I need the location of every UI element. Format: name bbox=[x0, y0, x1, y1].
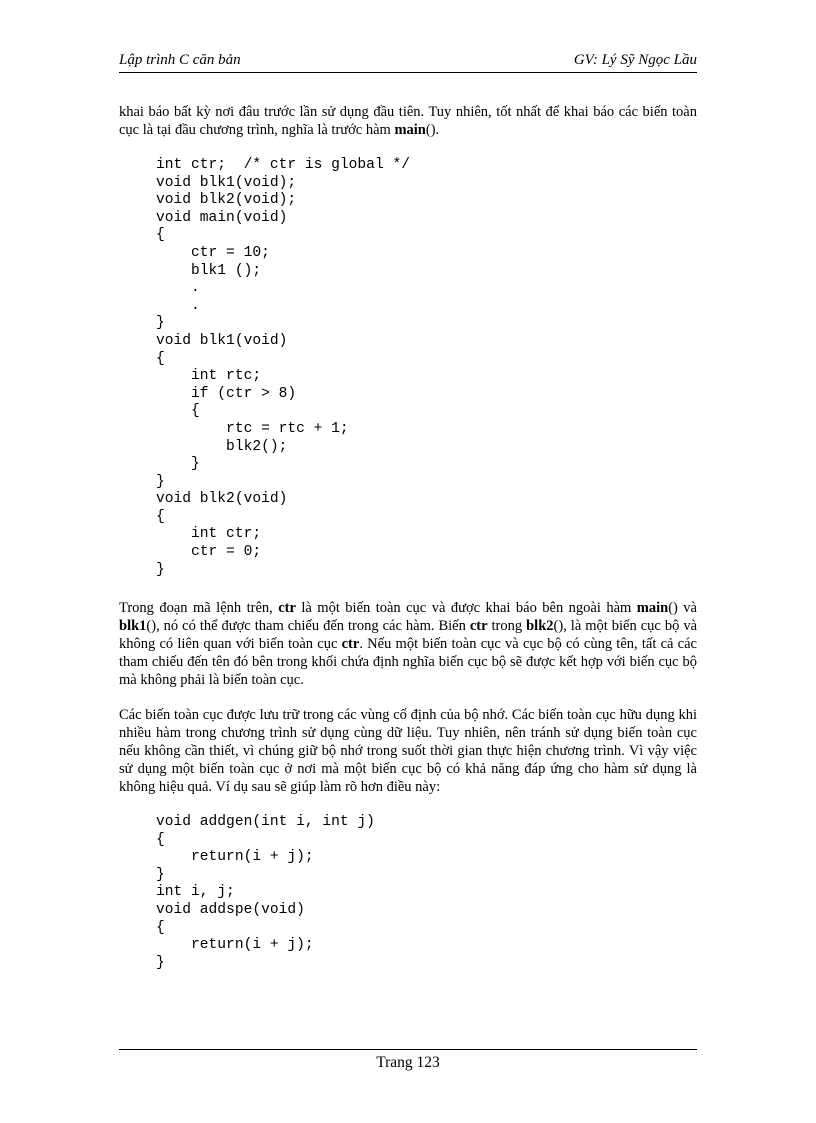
header-course-title: Lập trình C căn bản bbox=[119, 52, 241, 68]
para2-bold-blk1: blk1 bbox=[119, 618, 147, 634]
para2-bold-ctr-3: ctr bbox=[341, 636, 360, 652]
header-instructor: GV: Lý Sỹ Ngọc Lầu bbox=[573, 52, 697, 68]
para2-bold-ctr-2: ctr bbox=[469, 618, 488, 634]
para1-text-2: (). bbox=[425, 122, 440, 138]
code-block-global-variable: int ctr; /* ctr is global */ void blk1(void); void blk2(void); void main(void) { ctr = 10; blk1 (); . . } void blk1(void) { int rtc; if (ctr > 8) { rtc = rtc + 1; blk2(); } } void blk2(void) { int ctr; ctr = 0; } bbox=[156, 157, 410, 578]
para2-text-2: là một biến toàn cục và được khai báo bên ngoài hàm bbox=[295, 600, 637, 616]
para2-text-4: (), nó có thể được tham chiếu đến trong các hàm. Biến bbox=[146, 618, 470, 634]
paragraph-intro bbox=[119, 103, 697, 139]
footer-divider bbox=[119, 1049, 697, 1050]
code-block-addgen: void addgen(int i, int j) { return(i + j); } int i, j; void addspe(void) { return(i + j); } bbox=[156, 814, 375, 971]
para2-bold-main: main bbox=[636, 600, 669, 616]
para2-text-5: trong bbox=[487, 618, 527, 634]
para2-text-1: Trong đoạn mã lệnh trên, bbox=[119, 600, 279, 616]
paragraph-explanation bbox=[119, 599, 697, 689]
para2-text-7: . Nếu một biến toàn cục và cục bộ có cùng tên, tất cả các tham chiếu đến tên đó bên trong khối chứa định nghĩa biến cục bộ sẽ được kết hợp với biến cục bộ mà không phải là biến toàn cục. bbox=[119, 636, 697, 688]
paragraph-global-storage: Các biến toàn cục được lưu trữ trong các vùng cố định của bộ nhớ. Các biến toàn cục hữu dụng khi nhiều hàm trong chương trình sử dụng cùng dữ liệu. Tuy nhiên, nên tránh sử dụng biến toàn cục nếu không cần thiết, vì chúng giữ bộ nhớ trong suốt thời gian thực hiện chương trình. Vì vậy việc sử dụng một biến toàn cục ở nơi mà một biến cục bộ có khả năng đáp ứng cho hàm sử dụng là không hiệu quả. Ví dụ sau sẽ giúp làm rõ hơn điều này: bbox=[119, 707, 697, 795]
page-header bbox=[119, 50, 697, 73]
para2-text-6: (), là một biến cục bộ và không có liên quan với biến toàn cục bbox=[119, 618, 697, 652]
page-number: Trang 123 bbox=[376, 1054, 440, 1071]
para2-text-3: () và bbox=[668, 600, 697, 616]
para2-bold-blk2: blk2 bbox=[526, 618, 554, 634]
para1-bold-main: main bbox=[394, 122, 426, 138]
para2-bold-ctr: ctr bbox=[278, 600, 296, 616]
para1-text-1: khai báo bất kỳ nơi đâu trước lần sử dụng đầu tiên. Tuy nhiên, tốt nhất để khai báo các biến toàn cục là tại đầu chương trình, nghĩa là trước hàm bbox=[119, 104, 697, 138]
